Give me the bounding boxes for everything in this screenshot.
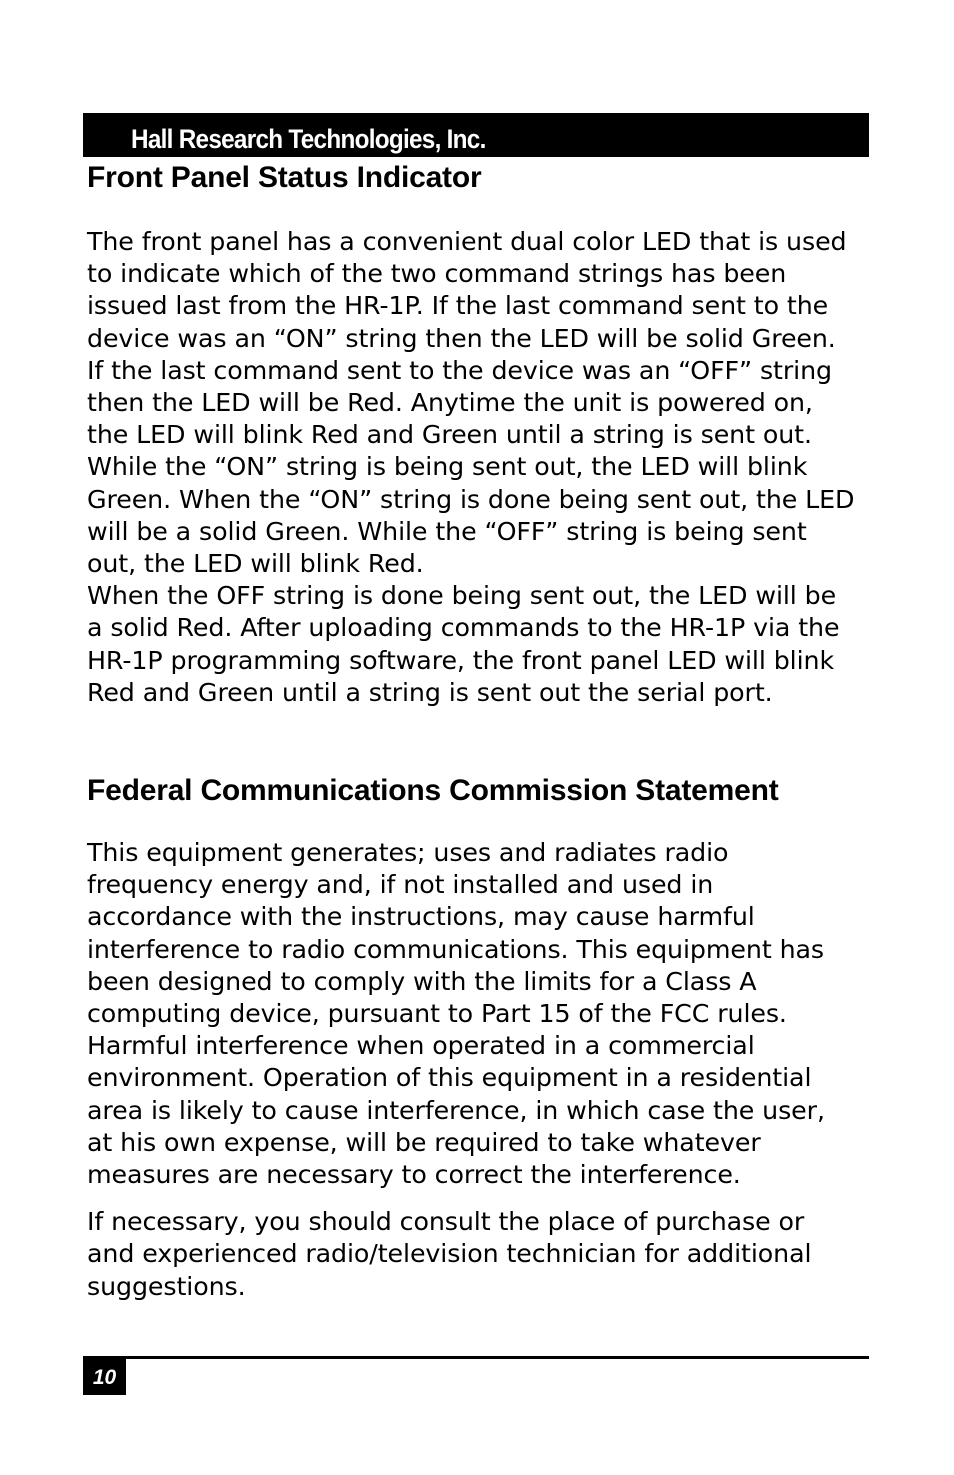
body-paragraph-fcc: This equipment generates; uses and radiates radio frequency energy and, if not installed and used in accordance with the instructions, may cause harmful interference to radio communications. This equipment has been designed to comply with the limits for a Class A computing device, pursuant to Part 15 of the FCC rules. Harmful interference when operated in a commercial environment. Operation of this equipment in a residential area is likely to cause interference, in which case the user, at his own expense, will be required to take whatever measures are necessary to correct the interference. [87,838,825,1190]
body-paragraph-fcc-consult: If necessary, you should consult the place of purchase or and experienced radio/television technician for additional suggestions. [87,1207,812,1301]
company-name: Hall Research Technologies, Inc. [131,124,486,154]
page-content [87,160,877,1303]
section-heading-front-panel: Front Panel Status Indicator [87,161,482,194]
footer-divider [83,1356,869,1359]
page-number-badge [83,1356,126,1395]
body-paragraph-front-panel: The front panel has a convenient dual color LED that is used to indicate which of the two command strings has been issued last from the HR-1P. If the last command sent to the device was an “ON” string then the LED will be solid Green. If the last command sent to the device was an “OFF” string then the LED will be Red. Anytime the unit is powered on, the LED will blink Red and Green until a string is sent out. While the “ON” string is being sent out, the LED will blink Green. When the “ON” string is done being sent out, the LED will be a solid Green. While the “OFF” string is being sent out, the LED will blink Red. When the OFF string is done being sent out, the LED will be a solid Red. After uploading commands to the HR-1P via the HR-1P programming software, the front panel LED will blink Red and Green until a string is sent out the serial port. [87,227,855,707]
page-number: 10 [92,1366,117,1389]
section-heading-fcc: Federal Communications Commission Statement [87,774,779,808]
header-bar [83,113,869,157]
